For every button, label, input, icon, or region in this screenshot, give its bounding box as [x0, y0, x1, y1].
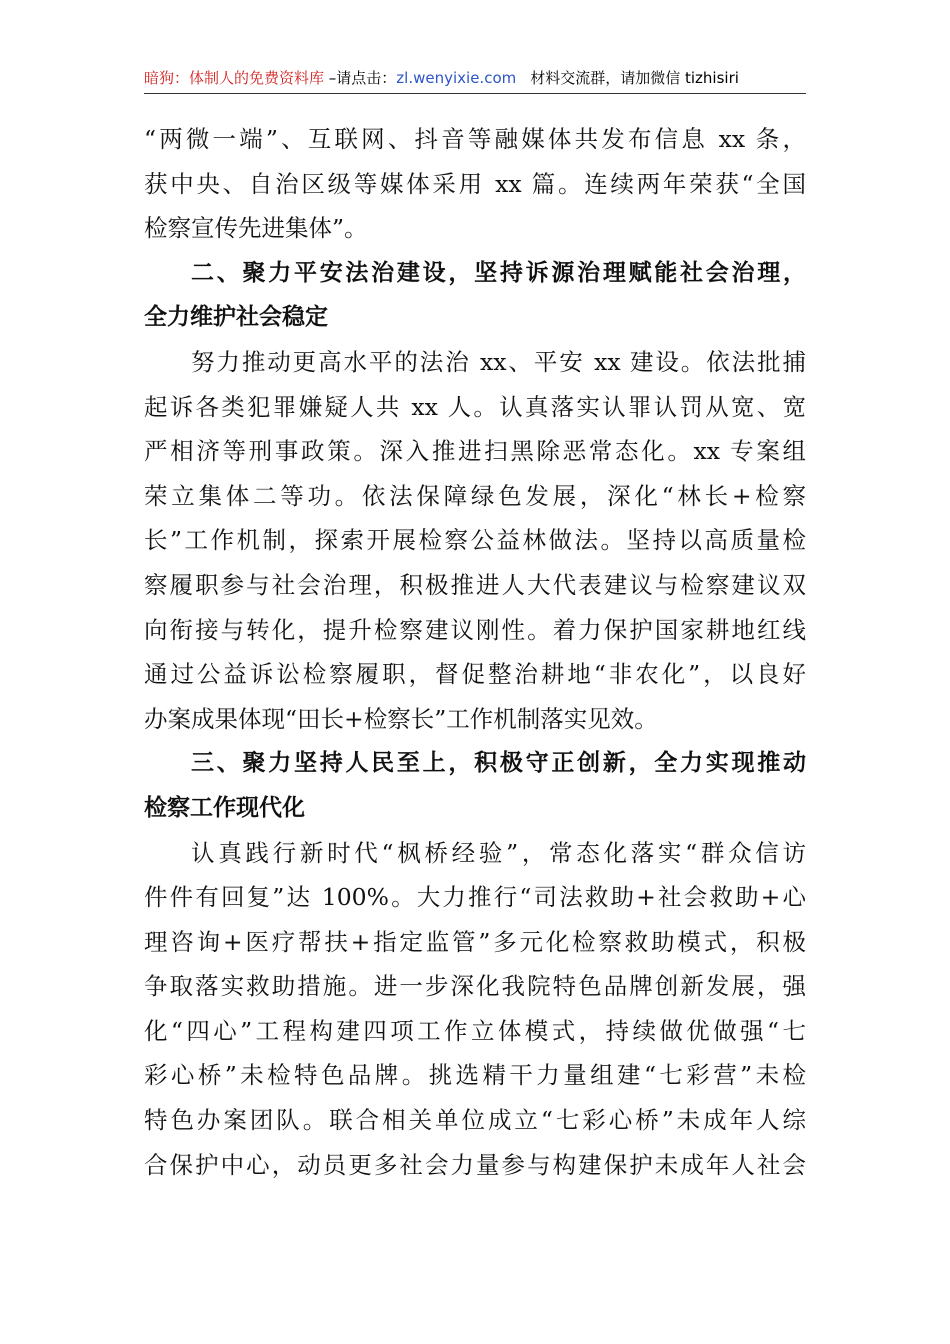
text-line: 认真践行新时代“枫桥经验”，常态化落实“群众信访: [191, 838, 806, 867]
paragraph-media-publicity: [144, 117, 806, 251]
header-site-name: 暗狗：体制人的免费资料库: [144, 69, 325, 87]
header-divider: [144, 93, 806, 94]
text-line: 化“四心”工程构建四项工作立体模式，持续做优做强“七: [144, 1016, 806, 1045]
text-line: 长”工作机制，探索开展检察公益林做法。坚持以高质量检: [144, 526, 806, 555]
text-line: 争取落实救助措施。进一步深化我院特色品牌创新发展，强: [144, 972, 806, 1001]
header-contact: 材料交流群，请加微信 tizhisiri: [530, 69, 739, 87]
paragraph-people-first: [144, 831, 806, 1188]
section-heading-3: [144, 741, 806, 830]
text-line: 起诉各类犯罪嫌疑人共 xx 人。认真落实认罪认罚从宽、宽: [144, 392, 806, 421]
text-line: 理咨询+医疗帮扶+指定监管”多元化检察救助模式，积极: [144, 927, 806, 956]
text-line: 彩心桥”未检特色品牌。挑选精干力量组建“七彩营”未检: [144, 1061, 806, 1090]
heading-line: 二、聚力平安法治建设，坚持诉源治理赋能社会治理，: [191, 259, 806, 286]
text-line: 检察宣传先进集体”。: [144, 214, 368, 243]
text-line: 件件有回复”达 100%。大力推行“司法救助+社会救助+心: [144, 883, 806, 912]
text-line: 通过公益诉讼检察履职，督促整治耕地“非农化”，以良好: [144, 660, 806, 689]
text-line: 荣立集体二等功。依法保障绿色发展，深化“林长+检察: [144, 481, 806, 510]
text-line: 向衔接与转化，提升检察建议刚性。着力保护国家耕地红线: [144, 615, 806, 644]
text-line: “两微一端”、互联网、抖音等融媒体共发布信息 xx 条，: [144, 125, 806, 153]
page-header: [144, 66, 806, 90]
heading-line: 全力维护社会稳定: [144, 304, 328, 331]
text-line: 办案成果体现“田长+检察长”工作机制落实见效。: [144, 704, 658, 733]
text-line: 努力推动更高水平的法治 xx、平安 xx 建设。依法批捕: [191, 347, 806, 376]
text-line: 合保护中心，动员更多社会力量参与构建保护未成年人社会: [144, 1150, 806, 1179]
document-body: [144, 117, 806, 1187]
text-line: 严相济等刑事政策。深入推进扫黑除恶常态化。xx 专案组: [144, 437, 806, 466]
heading-line: 三、聚力坚持人民至上，积极守正创新，全力实现推动: [191, 750, 806, 777]
header-url-link[interactable]: zl.wenyixie.com: [396, 69, 517, 87]
heading-line: 检察工作现代化: [144, 794, 305, 821]
text-line: 特色办案团队。联合相关单位成立“七彩心桥”未成年人综: [144, 1106, 806, 1135]
section-heading-2: [144, 251, 806, 340]
header-click-prompt: –请点击：: [324, 69, 397, 87]
paragraph-rule-of-law: [144, 340, 806, 741]
text-line: 获中央、自治区级等媒体采用 xx 篇。连续两年荣获“全国: [144, 169, 806, 198]
text-line: 察履职参与社会治理，积极推进人大代表建议与检察建议双: [144, 570, 806, 599]
